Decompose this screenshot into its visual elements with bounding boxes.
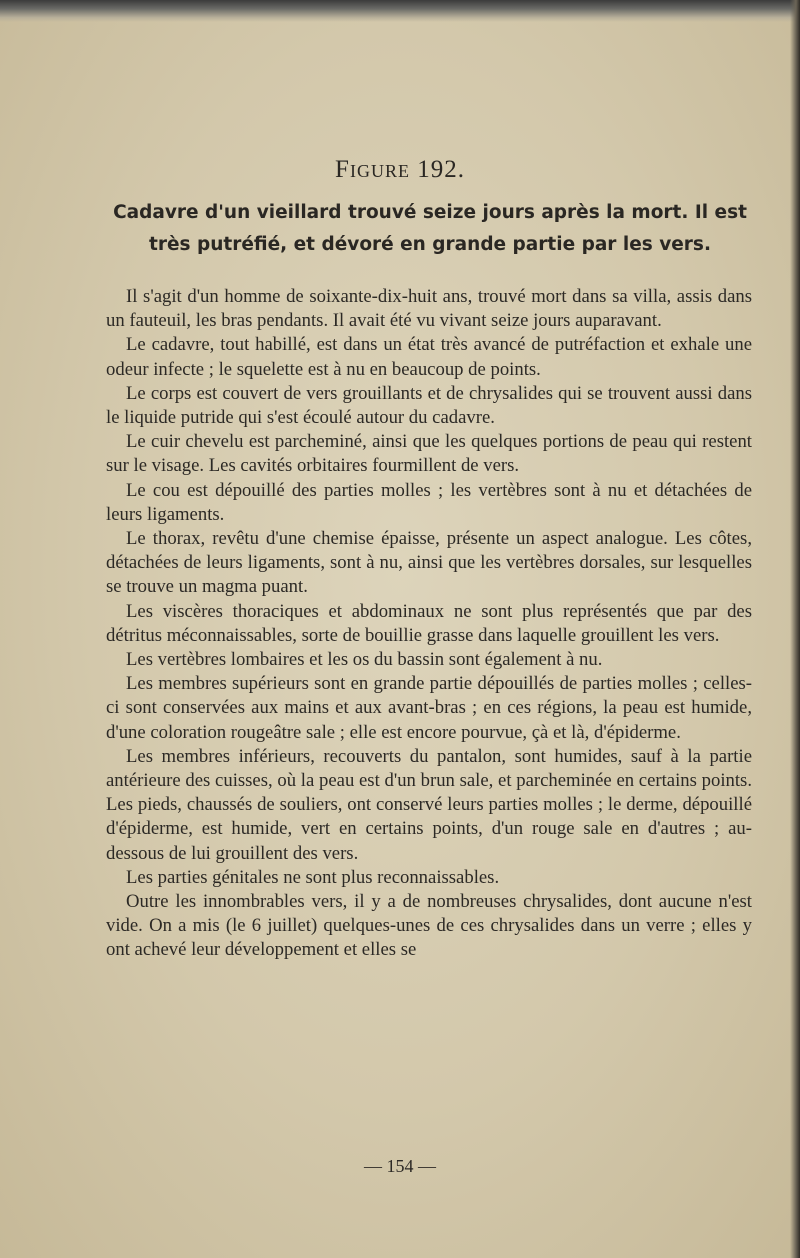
paragraph: Les membres inférieurs, recouverts du pantalon, sont humides, sauf à la partie antérieure des cuisses, où la peau est d'un brun sale, et parcheminée en certains points. Les pieds, chaussés de souliers, ont conservé leurs parties molles ; le derme, dépouillé d'épiderme, est humide, vert en certains points, d'un rouge sale en d'autres ; au-dessous de lui grouillent des vers. bbox=[106, 745, 752, 864]
page-top-edge bbox=[0, 0, 800, 22]
paragraph: Les viscères thoraciques et abdominaux ne sont plus représentés que par des détritus méconnaissables, sorte de bouillie grasse dans laquelle grouillent les vers. bbox=[106, 600, 752, 646]
body-text bbox=[106, 285, 752, 963]
paragraph: Les vertèbres lombaires et les os du bassin sont également à nu. bbox=[126, 649, 603, 671]
section-heading: Cadavre d'un vieillard trouvé seize jours après la mort. Il est très putréfié, et dévoré en grande partie par les vers. bbox=[113, 202, 747, 255]
paragraph: Il s'agit d'un homme de soixante-dix-huit ans, trouvé mort dans sa villa, assis dans un fauteuil, les bras pendants. Il avait été vu vivant seize jours auparavant. bbox=[106, 286, 752, 332]
paragraph: Le thorax, revêtu d'une chemise épaisse, présente un aspect analogue. Les côtes, détachées de leurs ligaments, sont à nu, ainsi que les vertèbres dorsales, sur lesquelles se trouve un magma puant. bbox=[106, 528, 752, 598]
page-number: — 154 — bbox=[364, 1156, 436, 1176]
paragraph: Le cadavre, tout habillé, est dans un état très avancé de putréfaction et exhale une odeur infecte ; le squelette est à nu en beaucoup de points. bbox=[106, 334, 752, 380]
page-binding-edge bbox=[790, 0, 800, 1258]
paragraph: Le corps est couvert de vers grouillants et de chrysalides qui se trouvent aussi dans le liquide putride qui s'est écoulé autour du cadavre. bbox=[106, 382, 752, 429]
paragraph: Les parties génitales ne sont plus reconnaissables. bbox=[126, 866, 500, 888]
figure-title: Figure 192. bbox=[335, 156, 465, 183]
paragraph: Le cuir chevelu est parcheminé, ainsi que les quelques portions de peau qui restent sur le visage. Les cavités orbitaires fourmillent de vers. bbox=[106, 431, 752, 477]
paragraph: Les membres supérieurs sont en grande partie dépouillés de parties molles ; celles-ci sont conservées aux mains et aux avant-bras ; en ces régions, la peau est humide, d'une coloration rougeâtre sale ; elle est encore pourvue, çà et là, d'épiderme. bbox=[106, 673, 752, 743]
paragraph: Outre les innombrables vers, il y a de nombreuses chrysalides, dont aucune n'est vide. On a mis (le 6 juillet) quelques-unes de ces chrysalides dans un verre ; elles y ont achevé leur développement et elles se bbox=[106, 891, 752, 961]
paragraph: Le cou est dépouillé des parties molles ; les vertèbres sont à nu et détachées de leurs ligaments. bbox=[106, 479, 752, 525]
